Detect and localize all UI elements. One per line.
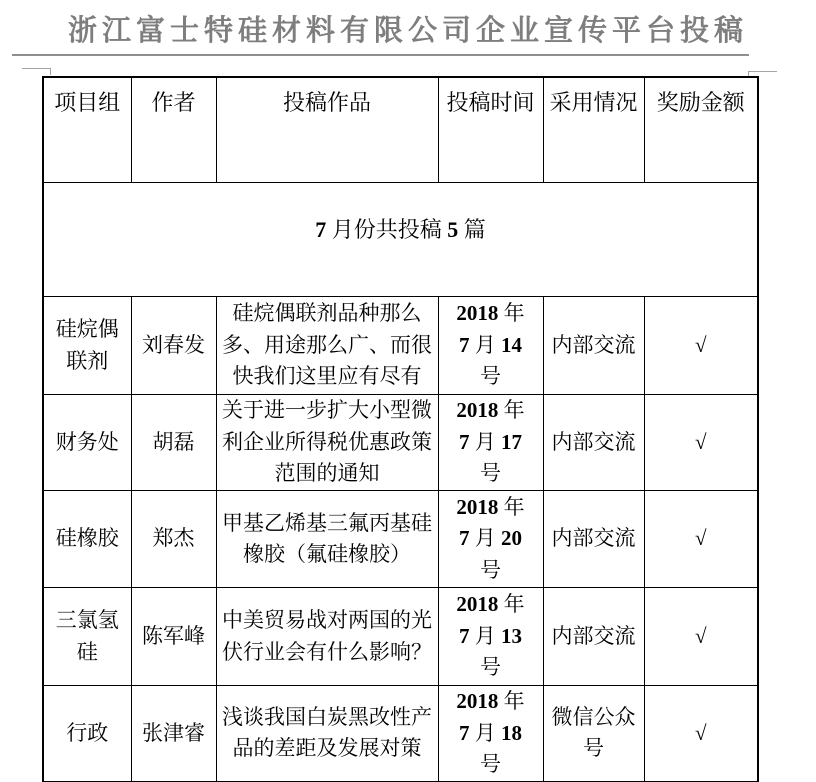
table-row xyxy=(43,491,758,588)
cell-author: 陈军峰 xyxy=(131,588,216,686)
cell-author: 刘春发 xyxy=(131,297,216,395)
cell-reward-checkmark: √ xyxy=(644,491,758,588)
table-row xyxy=(43,297,758,395)
cell-work: 甲基乙烯基三氟丙基硅橡胶（氟硅橡胶） xyxy=(216,491,438,588)
column-header-group: 项目组 xyxy=(43,77,131,183)
summary-text: 7 月份共投稿 5 篇 xyxy=(43,183,758,297)
page-title: 浙江富士特硅材料有限公司企业宣传平台投稿 xyxy=(67,13,748,47)
cell-reward-checkmark: √ xyxy=(644,588,758,686)
cell-reward-checkmark: √ xyxy=(644,686,758,782)
cell-date: 2018 年 7 月 13 号 xyxy=(438,588,543,686)
submissions-table xyxy=(42,76,759,782)
cell-adoption: 内部交流 xyxy=(543,297,644,395)
cell-author: 郑杰 xyxy=(131,491,216,588)
table-row xyxy=(43,395,758,491)
cell-author: 张津睿 xyxy=(131,686,216,782)
column-header-work: 投稿作品 xyxy=(216,77,438,183)
cell-group: 硅烷偶联剂 xyxy=(43,297,131,395)
cell-adoption: 微信公众号 xyxy=(543,686,644,782)
cell-adoption: 内部交流 xyxy=(543,588,644,686)
cell-reward-checkmark: √ xyxy=(644,395,758,491)
cell-date: 2018 年 7 月 14 号 xyxy=(438,297,543,395)
column-header-date: 投稿时间 xyxy=(438,77,543,183)
column-header-reward: 奖励金额 xyxy=(644,77,758,183)
table-header-row xyxy=(43,77,758,183)
cell-work: 关于进一步扩大小型微利企业所得税优惠政策范围的通知 xyxy=(216,395,438,491)
column-header-adoption: 采用情况 xyxy=(543,77,644,183)
cell-reward-checkmark: √ xyxy=(644,297,758,395)
title-underline xyxy=(12,54,749,56)
cell-date: 2018 年 7 月 20 号 xyxy=(438,491,543,588)
cell-group: 三氯氢硅 xyxy=(43,588,131,686)
cell-group: 行政 xyxy=(43,686,131,782)
column-header-author: 作者 xyxy=(131,77,216,183)
text-boundary-mark-top-left xyxy=(22,68,51,75)
cell-adoption: 内部交流 xyxy=(543,491,644,588)
cell-author: 胡磊 xyxy=(131,395,216,491)
cell-date: 2018 年 7 月 17 号 xyxy=(438,395,543,491)
cell-work: 硅烷偶联剂品种那么多、用途那么广、而很快我们这里应有尽有 xyxy=(216,297,438,395)
cell-group: 财务处 xyxy=(43,395,131,491)
cell-work: 中美贸易战对两国的光伏行业会有什么影响？ xyxy=(216,588,438,686)
cell-work: 浅谈我国白炭黑改性产品的差距及发展对策 xyxy=(216,686,438,782)
cell-group: 硅橡胶 xyxy=(43,491,131,588)
table-row xyxy=(43,588,758,686)
cell-date: 2018 年 7 月 18 号 xyxy=(438,686,543,782)
table-row xyxy=(43,686,758,782)
summary-row xyxy=(43,183,758,297)
cell-adoption: 内部交流 xyxy=(543,395,644,491)
